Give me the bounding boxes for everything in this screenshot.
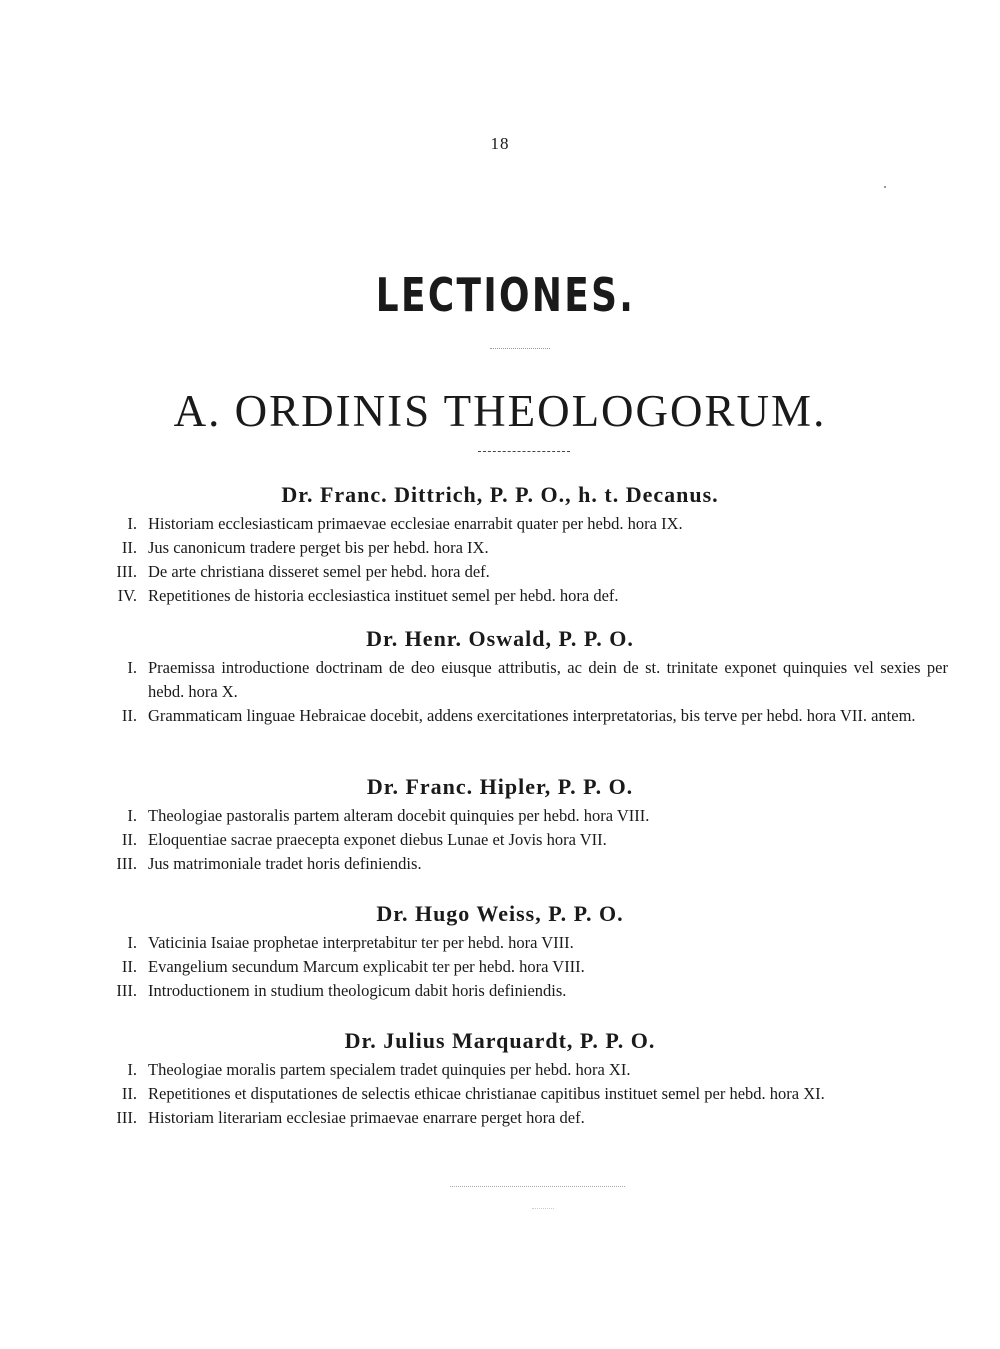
lecture-list (0, 931, 1000, 1003)
lecture-item (0, 828, 1000, 852)
lecture-number: II. (121, 538, 137, 557)
lecture-item (0, 584, 1000, 608)
main-title: LECTIONES. (375, 268, 636, 322)
professor-name: Dr. Franc. Dittrich, P. P. O., h. t. Decanus. (281, 482, 719, 507)
lecture-number: III. (116, 562, 137, 581)
lecture-text: Evangelium secundum Marcum explicabit ter per hebd. hora VIII. (148, 957, 585, 976)
lecture-item (0, 1082, 1000, 1106)
professor-name: Dr. Franc. Hipler, P. P. O. (366, 774, 634, 799)
lecture-text: Repetitiones de historia ecclesiastica instituet semel per hebd. hora def. (148, 586, 619, 605)
lecture-number: III. (116, 1108, 137, 1127)
professor-name: Dr. Hugo Weiss, P. P. O. (376, 901, 624, 926)
lecture-item (0, 704, 1000, 728)
lecture-item (0, 931, 1000, 955)
lecture-number: III. (116, 854, 137, 873)
section-title: A. ORDINIS THEOLOGORUM. (173, 386, 827, 436)
lecture-number: II. (121, 1084, 137, 1103)
lecture-item (0, 512, 1000, 536)
lecture-item (0, 955, 1000, 979)
professor-block (0, 478, 1000, 608)
lecture-text: Praemissa introductione doctrinam de deo eiusque attributis, ac dein de st. trinitate exponet quinquies vel sexies per hebd. hora X. (148, 658, 948, 701)
lecture-number: II. (121, 957, 137, 976)
lecture-item (0, 1106, 1000, 1130)
lecture-item (0, 656, 1000, 704)
professor-block (0, 622, 1000, 728)
lecture-list (0, 512, 1000, 608)
professor-block (0, 770, 1000, 876)
lecture-text: Repetitiones et disputationes de selectis ethicae christianae capitibus instituet semel per hebd. hora XI. (148, 1084, 825, 1103)
lecture-item (0, 560, 1000, 584)
lecture-number: I. (127, 1060, 137, 1079)
lecture-number: I. (127, 806, 137, 825)
professor-name: Dr. Julius Marquardt, P. P. O. (344, 1028, 656, 1053)
lecture-text: Jus canonicum tradere perget bis per hebd. hora IX. (148, 538, 489, 557)
lecture-number: IV. (117, 586, 137, 605)
lecture-list (0, 656, 1000, 728)
divider (450, 1186, 625, 1187)
lecture-item (0, 979, 1000, 1003)
lecture-list (0, 804, 1000, 876)
lecture-text: Historiam ecclesiasticam primaevae ecclesiae enarrabit quater per hebd. hora IX. (148, 514, 683, 533)
lecture-number: II. (121, 706, 137, 725)
page-number: 18 (490, 134, 510, 153)
lecture-number: I. (127, 933, 137, 952)
professor-name: Dr. Henr. Oswald, P. P. O. (366, 626, 634, 651)
professor-block (0, 1024, 1000, 1130)
lecture-number: III. (116, 981, 137, 1000)
lecture-number: I. (127, 514, 137, 533)
lecture-item (0, 1058, 1000, 1082)
lecture-list (0, 1058, 1000, 1130)
lecture-item (0, 804, 1000, 828)
divider (490, 348, 550, 349)
lecture-text: De arte christiana disseret semel per hebd. hora def. (148, 562, 490, 581)
professor-block (0, 897, 1000, 1003)
lecture-text: Jus matrimoniale tradet horis definiendis. (148, 854, 422, 873)
scan-speck (884, 186, 886, 188)
lecture-number: II. (121, 830, 137, 849)
lecture-number: I. (127, 658, 137, 677)
divider (478, 451, 570, 452)
lecture-text: Eloquentiae sacrae praecepta exponet diebus Lunae et Jovis hora VII. (148, 830, 607, 849)
divider (532, 1208, 554, 1209)
lecture-text: Theologiae moralis partem specialem tradet quinquies per hebd. hora XI. (148, 1060, 631, 1079)
lecture-item (0, 852, 1000, 876)
lecture-text: Historiam literariam ecclesiae primaevae enarrare perget hora def. (148, 1108, 585, 1127)
lecture-item (0, 536, 1000, 560)
lecture-text: Theologiae pastoralis partem alteram docebit quinquies per hebd. hora VIII. (148, 806, 650, 825)
lecture-text: Introductionem in studium theologicum dabit horis definiendis. (148, 981, 567, 1000)
lecture-text: Vaticinia Isaiae prophetae interpretabitur ter per hebd. hora VIII. (148, 933, 574, 952)
lecture-text: Grammaticam linguae Hebraicae docebit, addens exercitationes interpretatorias, bis terve per hebd. hora VII. antem. (148, 706, 916, 725)
